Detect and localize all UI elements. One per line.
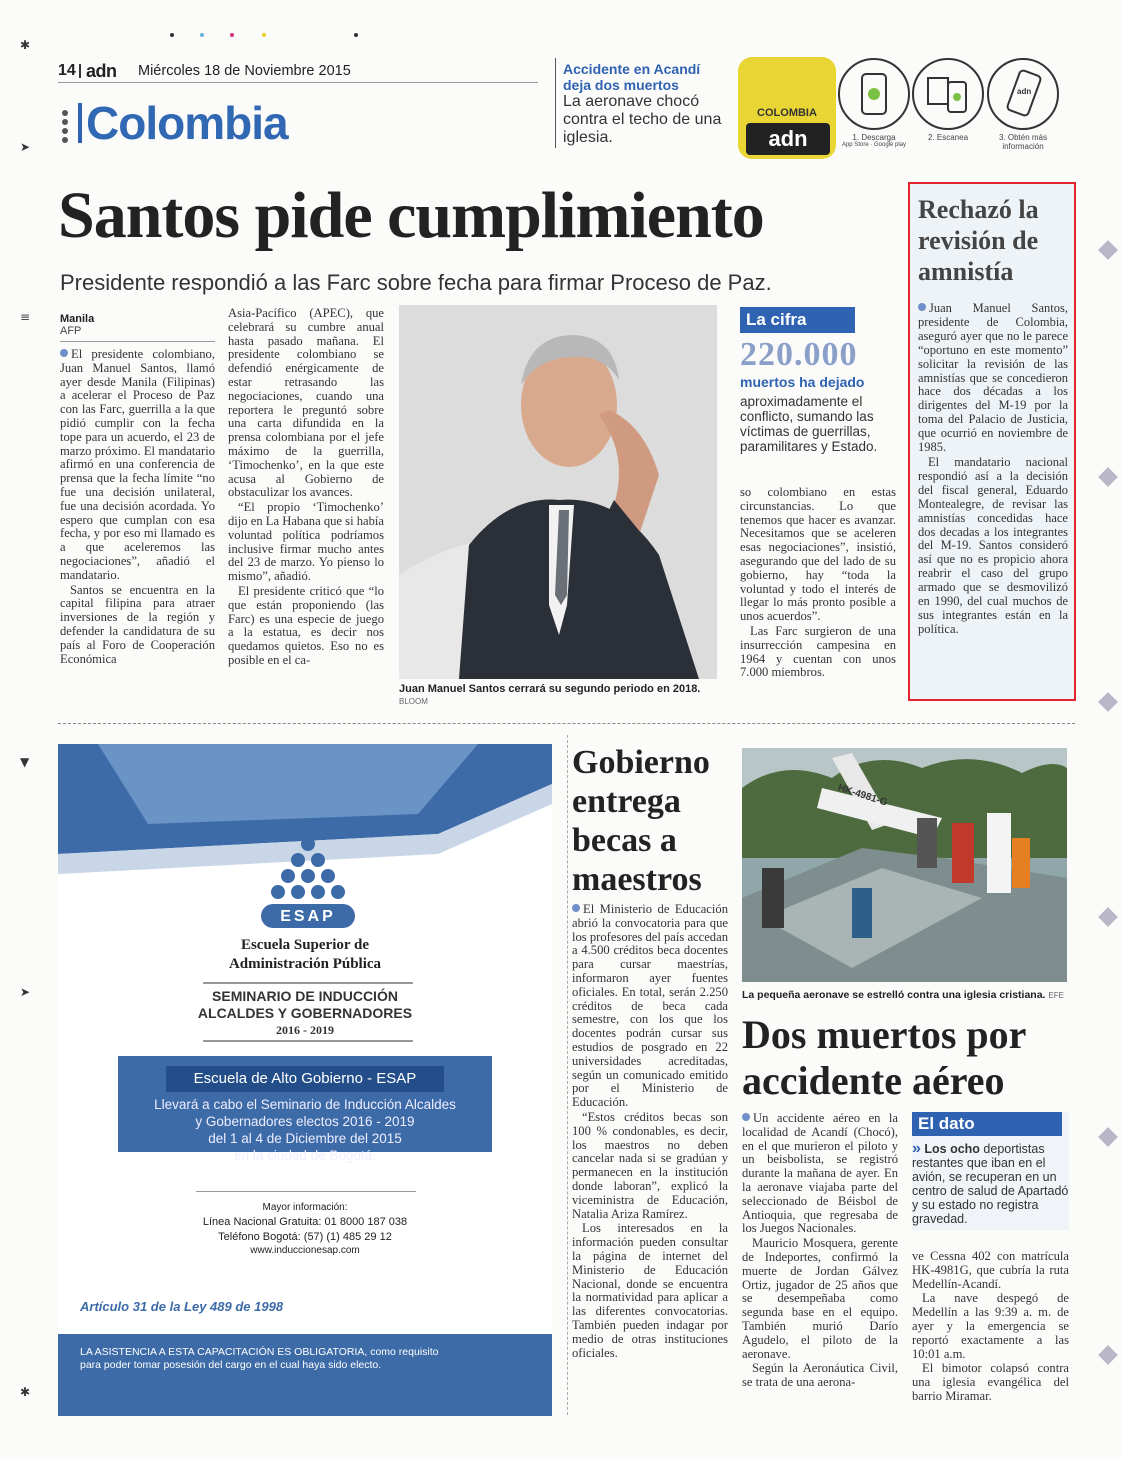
main-column-2: Asia-Pacífico (APEC), que celebrará su cumbre anual hasta pasado mañana. El presidente colombiano se defendió enérgicamente de estar retrasando las negociaciones, cuando una reportera le preguntó sobre una carta difundida en la prensa colombiana por el jefe máximo de la guerrilla, ‘Timochenko’, en la que este acusa al Gobierno de obstaculizar los avances. “El propio ‘Timochenko’ dijo en La Habana que si había voluntad política podríamos inclusive firmar mucho antes del 23 de marzo. Yo pienso lo mismo”, añadió. El presidente criticó que “lo que están proponiendo (las Farc) es una especie de juego a la estatua, es decir nos quedamos quietos. Eso no es posible en el ca- (228, 306, 384, 667)
ad-school: Escuela de Alto Gobierno - ESAP (166, 1066, 444, 1092)
becas-headline: Gobierno entrega becas a maestros (572, 744, 710, 898)
ad-phone-bogota: Teléfono Bogotá: (57) (1) 485 29 12 (218, 1231, 392, 1243)
esap-advertisement[interactable] (58, 744, 552, 1416)
binding-mark-icon: ➤ (20, 140, 31, 154)
step1-stores: App Store · Google play (841, 142, 907, 148)
bullet-icon (742, 1113, 750, 1121)
ad-seminar-years: 2016 - 2019 (276, 1023, 334, 1037)
binding-mark-icon: ➤ (20, 985, 31, 999)
ad-website-link[interactable]: www.induccionesap.com (250, 1245, 360, 1256)
bullet-icon (918, 303, 926, 311)
ad-phone-national: Línea Nacional Gratuita: 01 8000 187 038 (202, 1216, 408, 1228)
santos-photo (399, 305, 717, 679)
section-bar (78, 103, 82, 143)
ad-seminar-line2: ALCALDES Y GOBERNADORES (197, 1005, 413, 1021)
binding-mark-icon: ≡ (20, 310, 31, 324)
el-dato-label: El dato (912, 1112, 1062, 1136)
binding-mark-icon: ✱ (20, 1385, 31, 1399)
download-step-icon (838, 58, 910, 130)
la-cifra-number: 220.000 (740, 336, 858, 373)
main-column-1: El presidente colombiano, Juan Manuel Santos, llamó ayer desde Manila (Filipinas) a acelerar el Proceso de Paz con las Farc, guerrilla a la que pidió cumplir con la fecha tope para un acuerdo, el 23 de marzo próximo. El mandatario afirmó en una conferencia de prensa que la fecha límite “no fue una decisión unilateral, fue una decisión acordada. Yo espero que cumplan con esa fecha, y por eso mi llamado es a que aceleremos las negociaciones”, añadió el mandatario. Santos se encuentra en la capital filipina para atraer inversiones de la región y defender la candidatura de su país al Foro de Cooperación Económica (60, 347, 215, 666)
el-dato-box (912, 1112, 1069, 1230)
section-title: Colombia (86, 97, 288, 149)
teaser-title[interactable]: Accidente en Acandí deja dos muertos (563, 61, 701, 93)
main-subhead: Presidente respondió a las Farc sobre fecha para firmar Proceso de Paz. (60, 270, 772, 295)
la-cifra-box (740, 307, 897, 454)
esap-logo-text: ESAP (280, 908, 336, 925)
ad-rule (203, 982, 413, 984)
teaser-rule (555, 58, 556, 148)
main-headline: Santos pide cumplimiento (58, 179, 764, 252)
divider (79, 64, 81, 78)
svg-text:adn: adn (1017, 87, 1032, 96)
registration-dot (354, 33, 358, 37)
byline-rule (60, 341, 215, 342)
el-dato-body: » Los ocho deportistas restantes que iban en el avión, se recuperan en un centro de salud de Apartadó y su estado no registra gravedad. (912, 1140, 1069, 1226)
ad-article: Artículo 31 de la Ley 489 de 1998 (80, 1299, 284, 1314)
adn-app-badge: COLOMBIA adn (738, 57, 836, 159)
ad-seminar-line1: SEMINARIO DE INDUCCIÓN (212, 988, 398, 1004)
section-dots (62, 110, 68, 143)
margin-diamond-icon (1098, 1345, 1118, 1365)
bullet-icon (60, 349, 68, 357)
registration-dot (230, 33, 234, 37)
margin-diamond-icon (1098, 907, 1118, 927)
registration-dot (262, 33, 266, 37)
dateline-city: Manila (60, 313, 95, 325)
crash-photo-caption: La pequeña aeronave se estrelló contra una iglesia cristiana. EFE (742, 989, 1064, 1001)
arrow-icon: » (912, 1140, 921, 1157)
bullet-icon (572, 904, 580, 912)
crash-headline: Dos muertos por accidente aéreo (742, 1012, 1026, 1103)
binding-mark-icon: ▼ (20, 755, 30, 769)
ad-info-title: Mayor información: (262, 1202, 348, 1213)
binding-mark-icon: ✱ (20, 38, 31, 52)
sidebar-title: Rechazó la revisión de amnistía (918, 195, 1039, 286)
header-rule (58, 82, 538, 83)
margin-diamond-icon (1098, 692, 1118, 712)
la-cifra-body: aproximadamente el conflicto, sumando las víctimas de guerrillas, paramilitares y Estado. (740, 394, 878, 454)
becas-body: El Ministerio de Educación abrió la convocatoria para que los profesores del país accedan a 4.500 créditos beca docentes para cursar maestrías, informaron ayer fuentes oficiales. En total, serán 2.250 créditos de beca cada semestre, con los que los docentes podrán cursar sus estudios de posgrado en 22 universidades acreditadas, según un comunicado emitido por el Ministerio de Educación. “Estos créditos becas son 100 % condonables, es decir, los maestros no deben cancelar nada si se gradúan y permanecen en la institución donde laboran”, explicó la viceministra de Educación, Natalia Ariza Ramírez. Los interesados en la información pueden consultar la página de internet del Ministerio de Educación Nacional, donde se encuentra la normatividad para aplicar a las diferentes convocatorias. También pueden indagar por medio de otras instituciones oficiales. (572, 902, 728, 1360)
page-number: 14 (58, 62, 76, 79)
step3-label: 3. Obtén más información (998, 133, 1048, 151)
issue-date: Miércoles 18 de Noviembre 2015 (138, 63, 351, 79)
column-rule (567, 735, 568, 1415)
crash-body-col1: Un accidente aéreo en la localidad de Acandí (Chocó), en el que murieron el piloto y un beisbolista, se registró durante la mañana de ayer. En la aeronave viajaba parte del seleccionado de Béisbol de Antioquia, que regresaba de los Juegos Nacionales. Mauricio Mosquera, gerente de Indeportes, confirmó la muerte de Jordan Gálvez Ortiz, jugador de 25 años que se desempeñaba como segunda base en el equipo. También murió Darío Agudelo, el piloto de la aeronave. Según la Aeronáutica Civil, se trata de una aerona- (742, 1111, 898, 1390)
teaser-body: La aeronave chocó contra el techo de una iglesia. (563, 93, 722, 146)
ad-rule (196, 1191, 416, 1192)
info-step-icon (987, 58, 1059, 130)
dateline-agency: AFP (60, 325, 82, 337)
plane-crash-photo (742, 748, 1067, 982)
la-cifra-subtitle: muertos ha dejado (740, 374, 865, 390)
sidebar-body: Juan Manuel Santos, presidente de Colombia, aseguró ayer que no le parece “oportuno en este momento” solicitar la revisión de las amnistías que se concedieron hace dos décadas a los dirigentes del M-19 por la toma del Palacio de Justicia, que ocurrió en noviembre de 1985. El mandatario nacional respondió así a la decisión del fiscal general, Eduardo Montealegre, de revisar las amnistías concedidas hace dos decadas a los integrantes del M-19. Santos consideró así que no es propicio ahora reabrir el caso del grupo armado que se desmovilizó en 1990, del cual muchos de sus integrantes están en la política. (918, 301, 1068, 636)
step2-label: 2. Escanea (927, 133, 969, 142)
margin-diamond-icon (1098, 240, 1118, 260)
margin-diamond-icon (1098, 467, 1118, 487)
margin-diamond-icon (1098, 1127, 1118, 1147)
crash-body-col2: ve Cessna 402 con matrícula HK-4981G, que cubría la ruta Medellín-Acandí. La nave despegó de Medellín a las 9:39 a. m. de ayer y la emergencia se reportó exactamente a las 10:01 a.m. El bimotor colapsó contra una iglesia evangélica del barrio Miramar. (912, 1249, 1069, 1403)
step1-label: 1. Descarga (852, 133, 896, 142)
section-divider (58, 723, 1075, 724)
amnistia-sidebar (908, 182, 1076, 701)
ad-rule (203, 1040, 413, 1042)
registration-dot (170, 33, 174, 37)
registration-dot (200, 33, 204, 37)
main-column-3: so colombiano en estas circunstancias. Lo que tenemos que hacer es avanzar. Necesitamos que se aceleren esas negociaciones”, insistió, asegurando que del lado de su gobierno, hay “toda la voluntad y todo el interés de llegar lo más pronto posible a unos acuerdos”. Las Farc surgieron de una insurrección campesina en 1964 y cuentan con unos 7.000 miembros. (740, 485, 896, 680)
ad-org-line2: Administración Pública (228, 956, 382, 972)
ad-footer-text: LA ASISTENCIA A ESTA CAPACITACIÓN ES OBLIGATORIA, como requisito para poder tomar posesión del cargo en el cual haya sido electo. (80, 1346, 439, 1371)
santos-photo-caption: Juan Manuel Santos cerrará su segundo periodo en 2018. BLOOM (399, 683, 701, 706)
scan-step-icon (912, 58, 984, 130)
brand-logo: adn (86, 61, 117, 81)
ad-org-line1: Escuela Superior de (240, 937, 370, 953)
ad-description: Llevará a cabo el Seminario de Inducción Alcaldes y Gobernadores electos 2016 - 2019 del 1 al 4 de Diciembre del 2015 en la ciudad de Bogotá. (154, 1097, 456, 1163)
plane-registration: HK-4981-G (836, 782, 889, 809)
la-cifra-label: La cifra (740, 307, 855, 333)
